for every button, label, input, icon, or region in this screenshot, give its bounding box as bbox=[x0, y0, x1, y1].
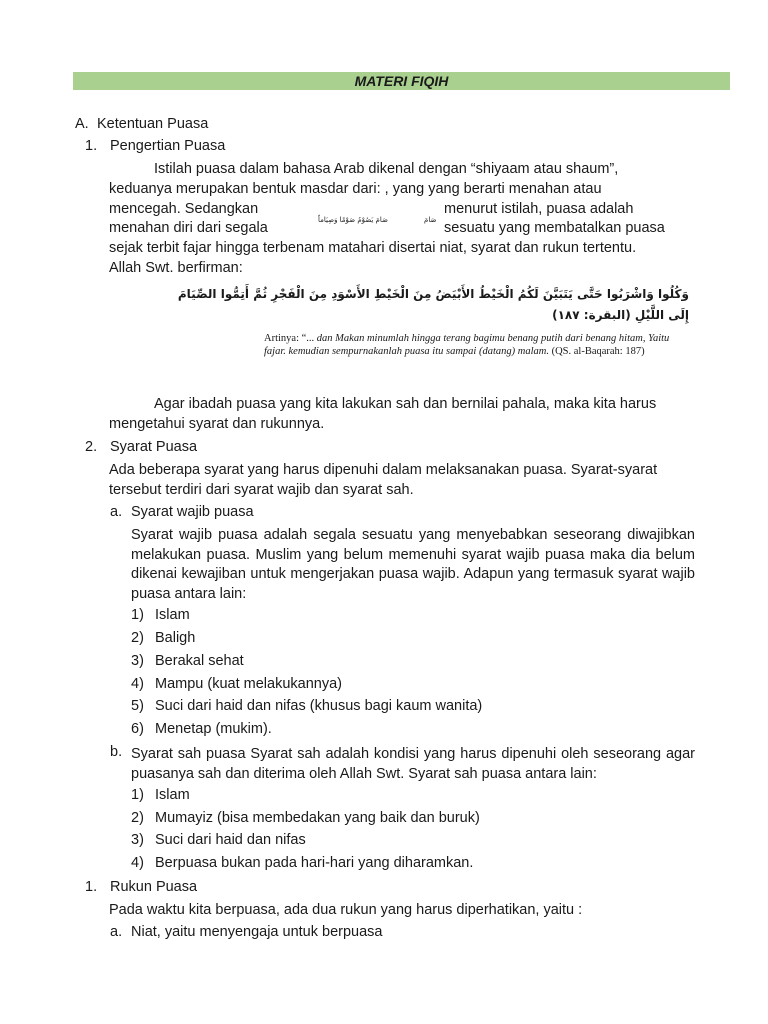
sah-item-label: Mumayiz (bisa membedakan yang baik dan buruk) bbox=[155, 810, 480, 826]
rukun-marker: 1. bbox=[85, 879, 98, 895]
sah-item-num: 1) bbox=[131, 787, 144, 803]
pengertian-line-3-right: menurut istilah, puasa adalah bbox=[444, 201, 634, 217]
sah-paragraph: Syarat sah puasa Syarat sah adalah kondisi yang harus dipenuhi oleh seseorang agar puasanya sah dan diterima oleh Allah Swt. Syarat sah puasa antara lain: bbox=[131, 746, 695, 782]
sah-item-num: 4) bbox=[131, 855, 144, 871]
wajib-item-num: 1) bbox=[131, 607, 144, 623]
pengertian-heading: Pengertian Puasa bbox=[110, 138, 226, 154]
sah-item-label: Berpuasa bukan pada hari-hari yang diharamkan. bbox=[155, 855, 474, 871]
sah-marker: b. bbox=[110, 744, 123, 760]
syarat-heading: Syarat Puasa bbox=[110, 439, 198, 455]
wajib-item-label: Suci dari haid dan nifas (khusus bagi kaum wanita) bbox=[155, 698, 483, 714]
wajib-item-label: Islam bbox=[155, 607, 190, 623]
wajib-item-label: Baligh bbox=[155, 630, 196, 646]
rukun-item-a: Niat, yaitu menyengaja untuk berpuasa bbox=[131, 924, 383, 940]
arabic-sama-word: صَامَ bbox=[424, 216, 437, 224]
pengertian-line-3-left: mencegah. Sedangkan bbox=[109, 201, 259, 217]
syarat-intro-line-2: tersebut terdiri dari syarat wajib dan syarat sah. bbox=[109, 482, 414, 498]
wajib-item-label: Mampu (kuat melakukannya) bbox=[155, 676, 342, 692]
pengertian-line-4-left: menahan diri dari segala bbox=[109, 220, 268, 236]
wajib-paragraph: Syarat wajib puasa adalah segala sesuatu yang menyebabkan seseorang diwajibkan melakukan puasa. Muslim yang belum memenuhi syarat wajib puasa maka dia belum dikenai kewajiban untuk mengerjakan puasa wajib. Adapun yang termasuk syarat wajib puasa antara lain: bbox=[131, 527, 695, 602]
syarat-intro-line-1: Ada beberapa syarat yang harus dipenuhi dalam melaksanakan puasa. Syarat-syarat bbox=[109, 462, 658, 478]
wajib-item-num: 2) bbox=[131, 630, 144, 646]
wajib-item-num: 6) bbox=[131, 721, 144, 737]
sah-item-label: Islam bbox=[155, 787, 190, 803]
pengertian-line-4-right: sesuatu yang membatalkan puasa bbox=[444, 220, 665, 236]
wajib-item-label: Menetap (mukim). bbox=[155, 721, 272, 737]
wajib-item-label: Berakal sehat bbox=[155, 653, 244, 669]
rukun-intro: Pada waktu kita berpuasa, ada dua rukun yang harus diperhatikan, yaitu : bbox=[109, 902, 583, 918]
verse-translation bbox=[264, 332, 690, 358]
wajib-marker: a. bbox=[110, 504, 123, 520]
syarat-marker: 2. bbox=[85, 439, 98, 455]
translation-source: (QS. al-Baqarah: 187) bbox=[551, 346, 645, 357]
arabic-masdar-word: صَامَ يَصُوْمُ صَوْمًا وَصِيَاماً bbox=[318, 216, 388, 224]
pengertian-marker: 1. bbox=[85, 138, 98, 154]
closing-line-2: mengetahui syarat dan rukunnya. bbox=[109, 416, 325, 432]
section-a-marker: A. bbox=[75, 116, 89, 132]
wajib-heading: Syarat wajib puasa bbox=[131, 504, 254, 520]
pengertian-line-6: Allah Swt. berfirman: bbox=[109, 260, 243, 276]
document-title: MATERI FIQIH bbox=[73, 72, 730, 90]
closing-line-1: Agar ibadah puasa yang kita lakukan sah dan bernilai pahala, maka kita harus bbox=[154, 396, 657, 412]
sah-item-label: Suci dari haid dan nifas bbox=[155, 832, 306, 848]
rukun-heading: Rukun Puasa bbox=[110, 879, 198, 895]
wajib-item-num: 4) bbox=[131, 676, 144, 692]
wajib-item-num: 3) bbox=[131, 653, 144, 669]
verse-line-1: وَكُلُوا وَاشْرَبُوا حَتَّى يَتَبَيَّنَ لَكُمُ الْخَيْطُ الأَبْيَضُ مِنَ الْخَيْطِ الأَسْوَدِ مِنَ الْفَجْرِ ثُمَّ أَتِمُّوا الصِّيَامَ bbox=[177, 287, 689, 301]
rukun-item-a-marker: a. bbox=[110, 924, 123, 940]
wajib-item-num: 5) bbox=[131, 698, 144, 714]
translation-prefix: Artinya: “... bbox=[264, 333, 315, 344]
translation-body: dan Makan minumlah hingga terang bagimu benang putih dari benang hitam, Yaitu fajar. kemudian sempurnakanlah puasa itu sampai (datang) malam. bbox=[264, 333, 670, 357]
section-a-heading: Ketentuan Puasa bbox=[97, 116, 209, 132]
pengertian-line-2: keduanya merupakan bentuk masdar dari: , yang yang berarti menahan atau bbox=[109, 181, 602, 197]
sah-item-num: 2) bbox=[131, 810, 144, 826]
verse-line-2: إِلَى اللَّيْلِ (البقرة: ١٨٧) bbox=[552, 308, 689, 322]
pengertian-line-5: sejak terbit fajar hingga terbenam matahari disertai niat, syarat dan rukun tertentu. bbox=[109, 240, 637, 256]
pengertian-line-1: Istilah puasa dalam bahasa Arab dikenal dengan “shiyaam atau shaum”, bbox=[154, 161, 619, 177]
sah-item-num: 3) bbox=[131, 832, 144, 848]
